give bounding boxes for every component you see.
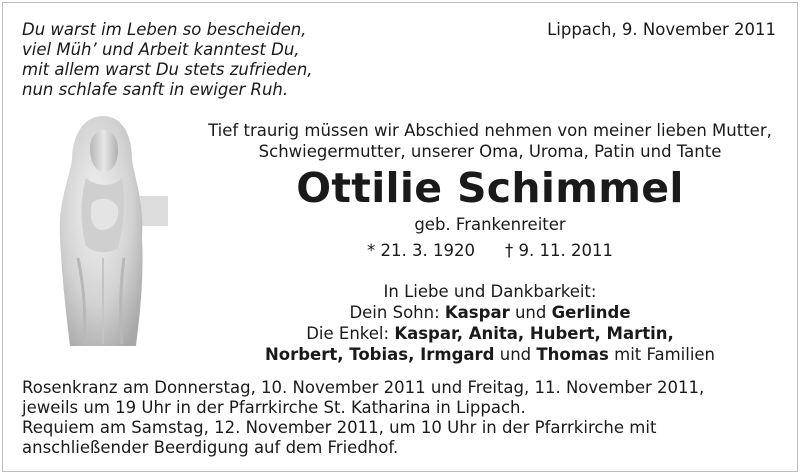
grandchildren-names: Norbert, Tobias, Irmgard [264, 345, 495, 364]
poem-line: viel Müh’ und Arbeit kanntest Du, [22, 40, 300, 59]
grandchildren-line [190, 323, 790, 344]
family-signatures [190, 281, 790, 365]
funeral-notice [22, 378, 704, 458]
intro-line: Schwiegermutter, unserer Oma, Uroma, Patin und Tante [258, 142, 722, 161]
memorial-poem [22, 20, 313, 100]
grandchild-name: Thomas [536, 345, 609, 364]
family-suffix: mit Familien [614, 345, 716, 364]
notice-line: jeweils um 19 Uhr in der Pfarrkirche St. Katharina in Lippach. [22, 398, 526, 417]
birth-date: * 21. 3. 1920 [367, 241, 475, 260]
death-date: † 9. 11. 2011 [505, 241, 613, 260]
notice-line: anschließender Beerdigung auf dem Friedhof. [22, 438, 399, 457]
grandchildren-line-2 [190, 344, 790, 365]
place-and-date: Lippach, 9. November 2011 [547, 20, 776, 39]
notice-line: Rosenkranz am Donnerstag, 10. November 2011 und Freitag, 11. November 2011, [22, 378, 705, 397]
poem-line: Du warst im Leben so bescheiden, [22, 20, 307, 39]
maiden-name: geb. Frankenreiter [414, 215, 566, 234]
life-dates [190, 240, 790, 261]
poem-line: mit allem warst Du stets zufrieden, [22, 60, 313, 79]
conjunction: und [514, 303, 547, 322]
poem-line: nun schlafe sanft in ewiger Ruh. [22, 80, 289, 99]
announcement-intro [190, 120, 790, 162]
son-name: Kaspar [444, 303, 510, 322]
grandchildren-names: Kaspar, Anita, Hubert, Martin, [394, 324, 674, 343]
family-heading: In Liebe und Dankbarkeit: [383, 282, 597, 301]
son-partner-name: Gerlinde [551, 303, 631, 322]
notice-line: Requiem am Samstag, 12. November 2011, um 10 Uhr in der Pfarrkirche mit [22, 418, 657, 437]
intro-line: Tief traurig müssen wir Abschied nehmen von meiner lieben Mutter, [208, 121, 772, 140]
conjunction: und [499, 345, 532, 364]
madonna-statue-icon [28, 108, 178, 353]
grandchildren-prefix: Die Enkel: [306, 324, 390, 343]
son-prefix: Dein Sohn: [349, 303, 440, 322]
son-line [190, 302, 790, 323]
deceased-name: Ottilie Schimmel [296, 164, 684, 212]
